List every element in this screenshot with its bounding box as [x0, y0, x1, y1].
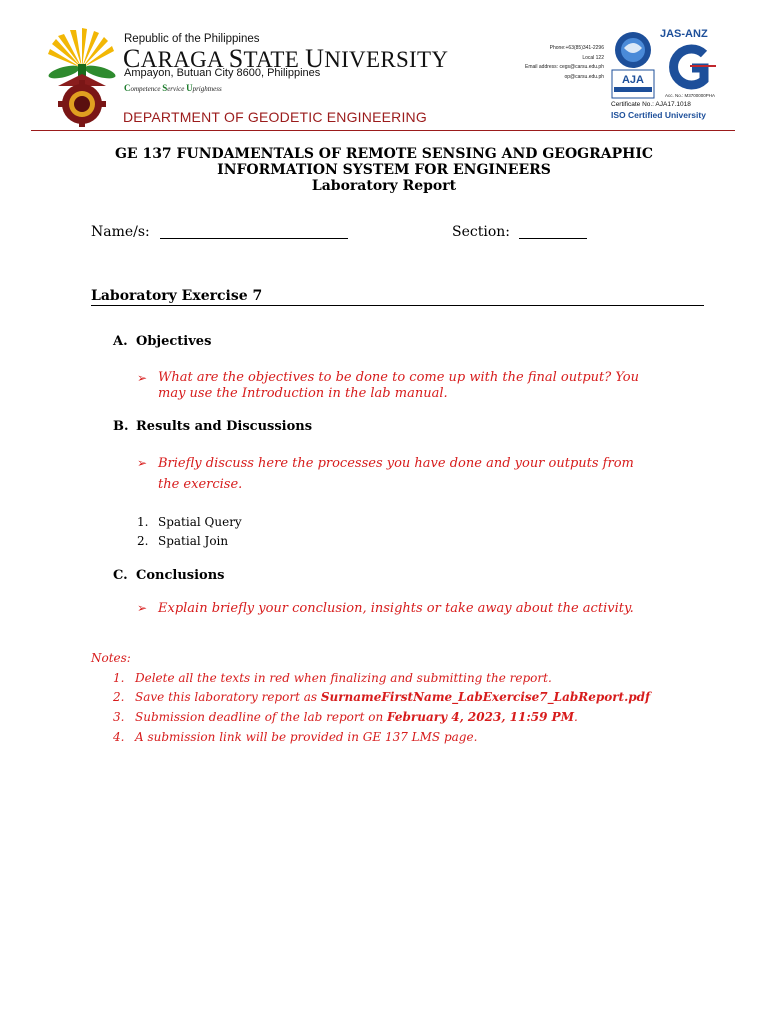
section-a-instruction: ➢ What are the objectives to be done to come up with the final output? You may use the Introduction in the lab manual. — [137, 370, 639, 401]
exercise-underline — [91, 305, 704, 306]
list-item: 1. Spatial Query — [137, 515, 242, 529]
section-c-instruction: ➢ Explain briefly your conclusion, insights or take away about the activity. — [137, 601, 634, 616]
results-list — [137, 515, 242, 553]
name-label: Name/s: — [91, 224, 150, 240]
header-divider — [31, 130, 735, 131]
course-title-line1: GE 137 FUNDAMENTALS OF REMOTE SENSING AND GEOGRAPHIC — [114, 146, 654, 162]
notes-label: Notes: — [91, 651, 131, 665]
university-address: Ampayon, Butuan City 8600, Philippines — [124, 67, 321, 79]
iso-certified-label: ISO Certified University — [611, 110, 706, 120]
university-motto: Competence Service Uprightness — [124, 83, 222, 93]
section-b-instruction: ➢ Briefly discuss here the processes you have done and your outputs from the exercise. — [158, 453, 698, 495]
arrow-bullet-icon: ➢ — [137, 456, 148, 470]
jas-anz-label: JAS-ANZ — [660, 28, 708, 40]
note-item: 3. Submission deadline of the lab report on February 4, 2023, 11:59 PM. — [113, 710, 578, 724]
certificate-number: Certificate No.: AJA17.1018 — [611, 101, 691, 108]
university-name: CARAGA STATE UNIVERSITY — [123, 44, 449, 73]
name-blank[interactable] — [160, 238, 348, 239]
department-name: DEPARTMENT OF GEODETIC ENGINEERING — [123, 109, 427, 125]
accreditation-number: Acc. No.: M3700000PHA — [665, 93, 716, 98]
exercise-title: Laboratory Exercise 7 — [91, 288, 263, 304]
note-item: 1. Delete all the texts in red when finalizing and submitting the report. — [113, 671, 552, 685]
arrow-bullet-icon: ➢ — [137, 601, 148, 615]
section-a-heading: A. Objectives — [113, 334, 212, 349]
jas-anz-icon — [664, 44, 716, 90]
aja-text: AJA — [621, 74, 645, 86]
university-logo — [44, 28, 120, 128]
aja-certification-icon — [608, 30, 658, 100]
report-title: Laboratory Report — [311, 178, 457, 194]
course-title-line2: INFORMATION SYSTEM FOR ENGINEERS — [217, 162, 551, 178]
note-item: 4. A submission link will be provided in GE 137 LMS page. — [113, 730, 478, 744]
contact-info: Phone:+63(85)341-2296 Local 122 Email address: cegs@carsu.edu.ph op@carsu.edu.ph — [524, 45, 604, 80]
section-c-heading: C. Conclusions — [113, 568, 225, 583]
arrow-bullet-icon: ➢ — [137, 371, 148, 385]
section-label: Section: — [452, 224, 510, 240]
note-item: 2. Save this laboratory report as SurnameFirstName_LabExercise7_LabReport.pdf — [113, 690, 651, 704]
section-b-heading: B. Results and Discussions — [113, 419, 313, 434]
section-blank[interactable] — [519, 238, 587, 239]
republic-label: Republic of the Philippines — [124, 33, 260, 45]
list-item: 2. Spatial Join — [137, 534, 229, 548]
